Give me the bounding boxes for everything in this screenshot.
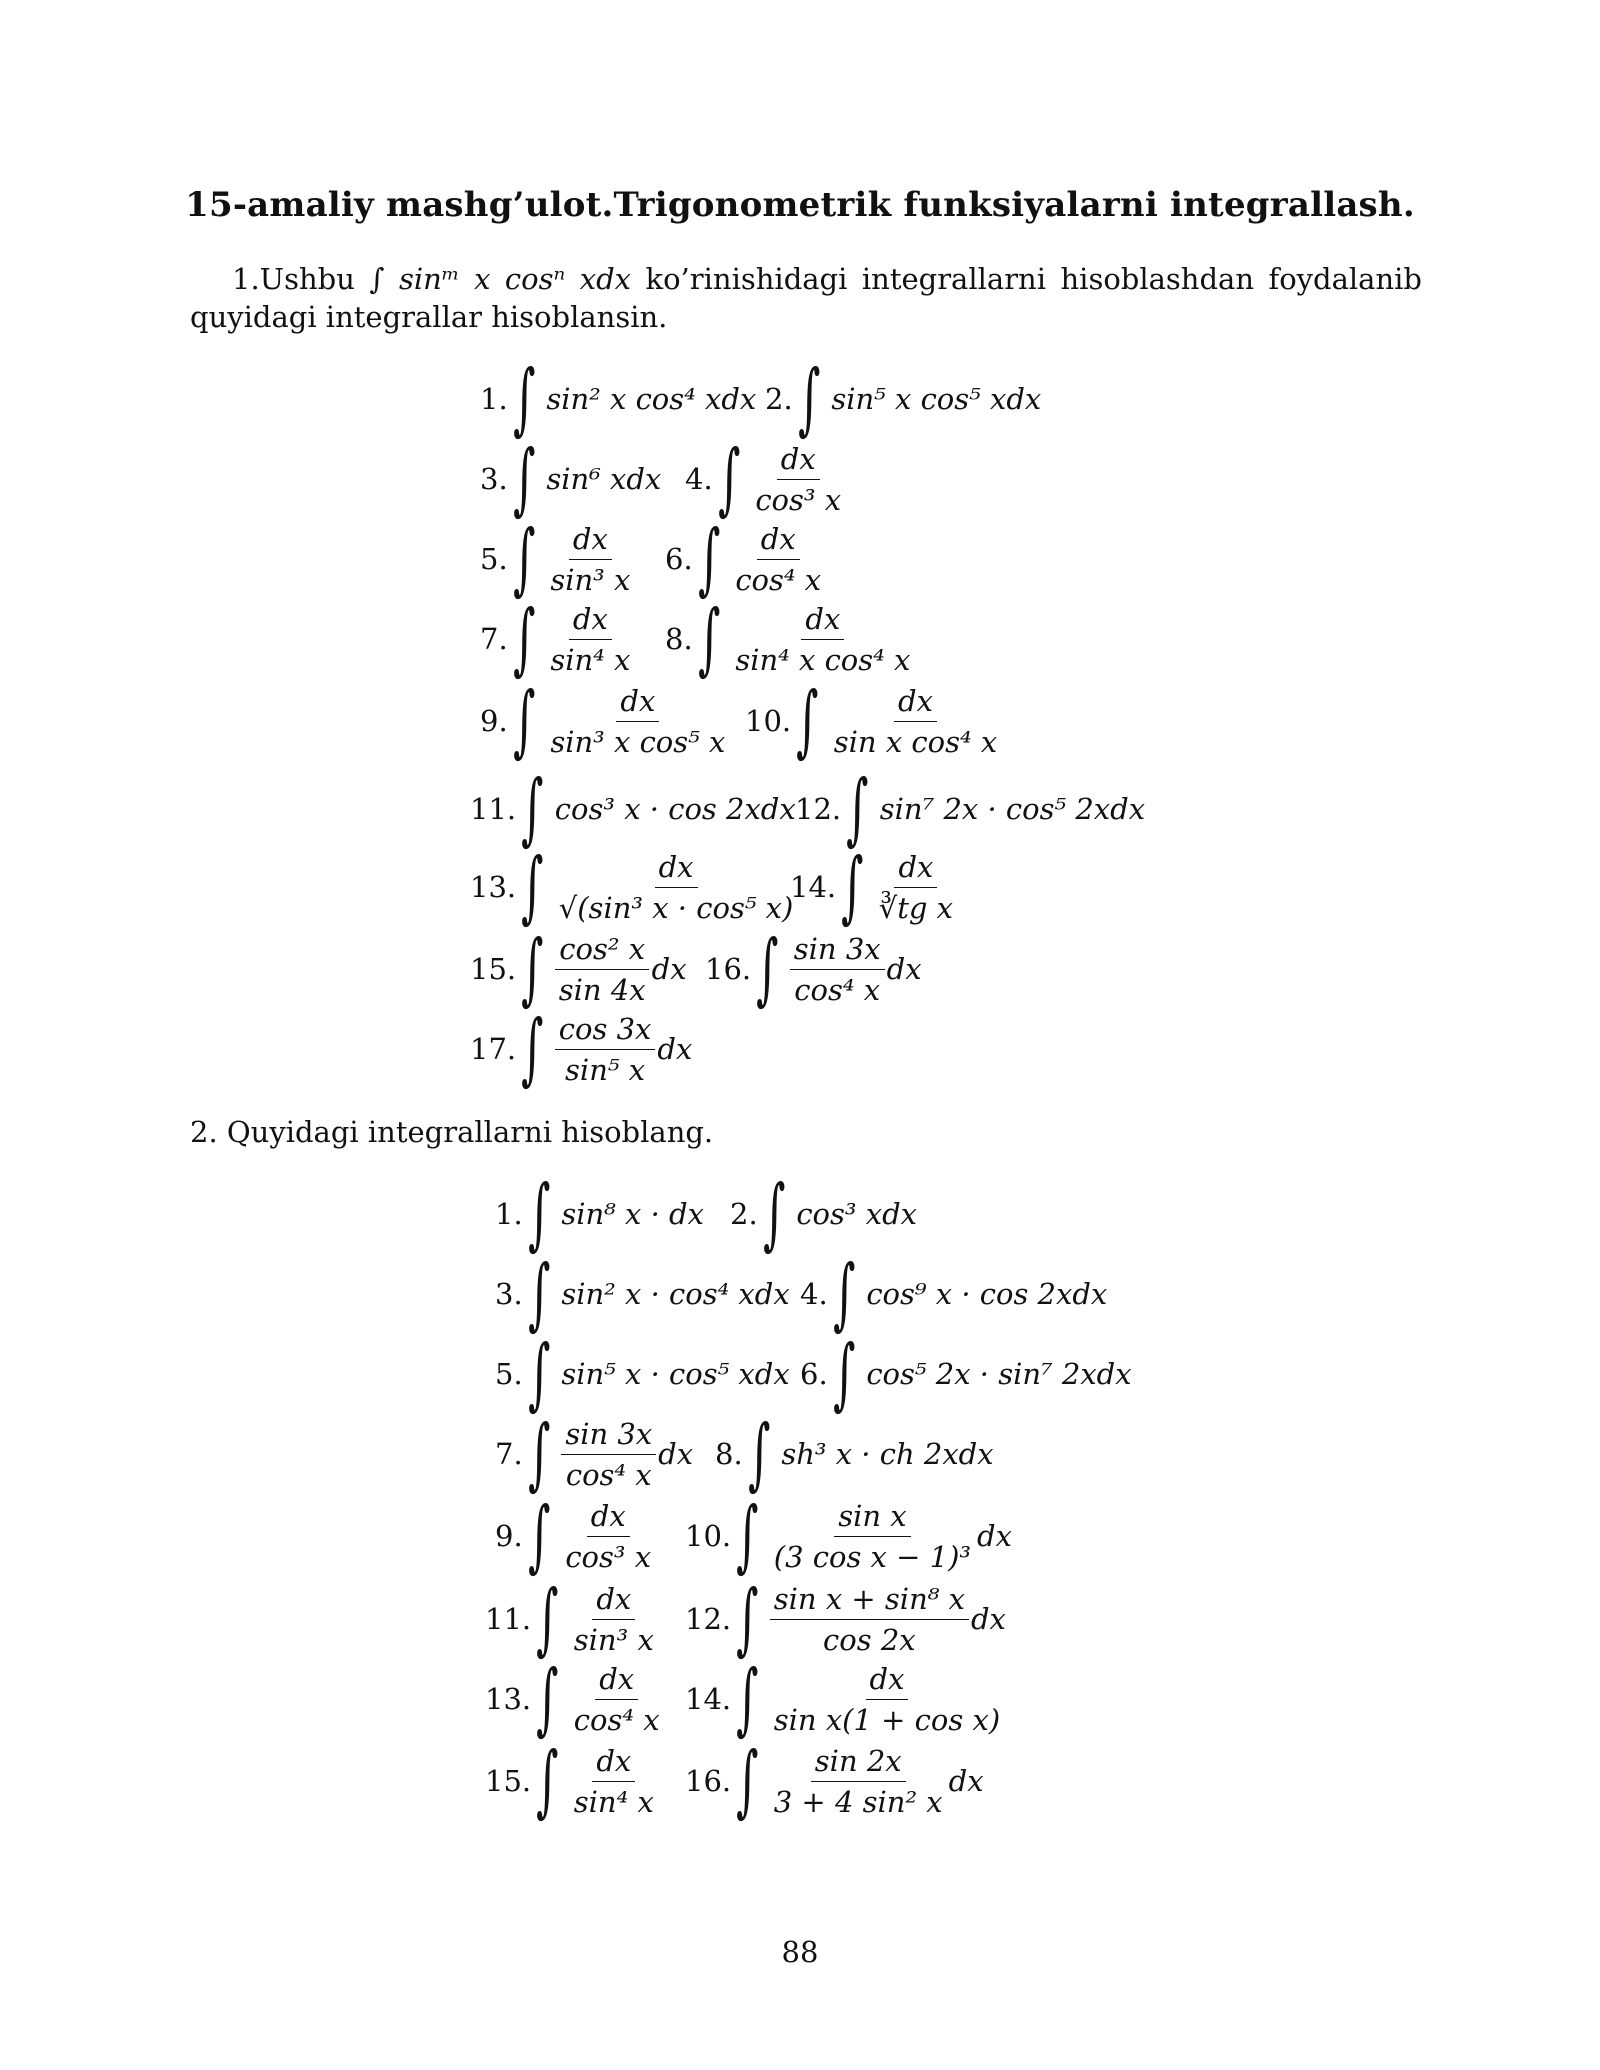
integral-sign-icon: ∫	[796, 676, 819, 766]
exercise-number: 14.	[790, 870, 837, 904]
integral-sign-icon: ∫	[736, 1574, 759, 1664]
fraction-denominator: cos⁴ x	[573, 1702, 660, 1737]
exercise-number: 5.	[495, 1357, 523, 1391]
exercise-number: 9.	[480, 704, 508, 738]
fraction-denominator: cos 2x	[823, 1622, 916, 1657]
exercise-number: 15.	[485, 1764, 532, 1798]
fraction-numerator: dx	[757, 521, 800, 560]
s2-ex-1	[495, 1169, 704, 1259]
fraction-denominator: cos³ x	[565, 1539, 652, 1574]
integral-sign-icon: ∫	[762, 1169, 786, 1259]
s2-ex-9	[495, 1491, 655, 1581]
integrand: sin² x · cos⁴ xdx	[561, 1277, 790, 1311]
exercise-number: 2.	[730, 1197, 758, 1231]
section2-heading: 2. Quyidagi integrallarni hisoblang.	[190, 1115, 714, 1149]
integral-sign-icon: ∫	[832, 1249, 856, 1339]
fraction-denominator: (3 cos x − 1)³	[773, 1539, 972, 1574]
integral-sign-icon: ∫	[536, 1736, 559, 1826]
fraction	[731, 521, 825, 598]
exercise-number: 12.	[685, 1602, 732, 1636]
integrand: cos³ x · cos 2xdx	[554, 792, 796, 826]
section1-intro	[190, 260, 1422, 336]
integral-sign-icon: ∫	[512, 434, 536, 524]
differential: dx	[658, 1437, 694, 1471]
s2-ex-14	[685, 1654, 1004, 1744]
fraction-numerator: dx	[655, 849, 698, 888]
exercise-number: 14.	[685, 1682, 732, 1716]
fraction-numerator: dx	[569, 521, 612, 560]
integral-sign-icon: ∫	[536, 1574, 559, 1664]
fraction-denominator: cos⁴ x	[735, 562, 822, 597]
integral-sign-icon: ∫	[527, 1169, 551, 1259]
fraction-denominator: 3 + 4 sin² x	[773, 1784, 943, 1819]
s1-ex-1	[480, 354, 757, 444]
integral-sign-icon: ∫	[697, 594, 721, 684]
fraction-denominator: sin⁴ x	[573, 1784, 654, 1819]
fraction-numerator: dx	[866, 1661, 909, 1700]
integrand: sin⁵ x · cos⁵ xdx	[561, 1357, 790, 1391]
fraction-numerator: dx	[894, 849, 937, 888]
s2-ex-11	[485, 1574, 658, 1664]
fraction-denominator: sin³ x	[550, 562, 631, 597]
integral-sign-icon: ∫	[512, 594, 536, 684]
s1-ex-4	[685, 434, 845, 524]
fraction-numerator: sin 3x	[790, 931, 885, 970]
s1-ex-6	[665, 514, 825, 604]
exercise-number: 2.	[765, 382, 793, 416]
s1-ex-5	[480, 514, 634, 604]
integral-sign-icon: ∫	[717, 434, 741, 524]
fraction-denominator: sin³ x cos⁵ x	[550, 724, 726, 759]
fraction-denominator: sin⁵ x	[565, 1052, 646, 1087]
differential: dx	[970, 1602, 1006, 1636]
fraction-denominator: sin x(1 + cos x)	[773, 1702, 1001, 1737]
fraction	[770, 1498, 975, 1575]
s2-ex-8	[715, 1409, 994, 1499]
integral-sign-icon: ∫	[521, 764, 544, 854]
fraction-denominator: cos⁴ x	[565, 1457, 652, 1492]
fraction-numerator: dx	[592, 1581, 635, 1620]
page-number: 88	[781, 1935, 819, 1969]
fraction	[751, 441, 845, 518]
integral-sign-icon: ∫	[536, 1654, 559, 1744]
exercise-number: 8.	[715, 1437, 743, 1471]
fraction-denominator: ∛tg x	[878, 890, 954, 925]
exercise-number: 11.	[470, 792, 517, 826]
fraction-denominator: √(sin³ x · cos⁵ x)	[558, 890, 794, 925]
fraction-denominator: sin x cos⁴ x	[833, 724, 998, 759]
exercise-number: 3.	[480, 462, 508, 496]
exercise-number: 13.	[485, 1682, 532, 1716]
integral-sign-icon: ∫	[832, 1329, 856, 1419]
fraction-numerator: sin 2x	[811, 1743, 906, 1782]
integrand: cos⁵ 2x · sin⁷ 2xdx	[866, 1357, 1132, 1391]
fraction	[561, 1498, 655, 1575]
fraction-numerator: dx	[595, 1661, 638, 1700]
s2-ex-12	[685, 1574, 1006, 1664]
fraction-denominator: cos³ x	[755, 482, 842, 517]
exercise-number: 12.	[795, 792, 842, 826]
integral-sign-icon: ∫	[521, 1004, 544, 1094]
exercise-number: 7.	[480, 622, 508, 656]
s1-ex-15	[470, 924, 687, 1014]
exercise-number: 6.	[800, 1357, 828, 1391]
exercise-number: 6.	[665, 542, 693, 576]
s2-ex-13	[485, 1654, 664, 1744]
s2-ex-15	[485, 1736, 658, 1826]
fraction	[561, 1416, 656, 1493]
fraction	[770, 1661, 1004, 1738]
exercise-number: 1.	[495, 1197, 523, 1231]
s2-ex-4	[800, 1249, 1108, 1339]
integral-sign-icon: ∫	[527, 1491, 551, 1581]
s1-ex-8	[665, 594, 914, 684]
fraction-numerator: dx	[801, 601, 844, 640]
integral-sign-icon: ∫	[736, 1736, 759, 1826]
s1-ex-12	[795, 764, 1146, 854]
fraction	[546, 521, 634, 598]
fraction	[555, 931, 650, 1008]
fraction-numerator: dx	[587, 1498, 630, 1537]
fraction-numerator: sin 3x	[561, 1416, 656, 1455]
fraction-numerator: dx	[894, 683, 937, 722]
fraction	[875, 849, 957, 926]
fraction-numerator: sin x	[834, 1498, 910, 1537]
fraction-numerator: cos² x	[555, 931, 649, 970]
integrand: sin² x cos⁴ xdx	[546, 382, 757, 416]
fraction	[790, 931, 885, 1008]
integrand: sin⁸ x · dx	[561, 1197, 704, 1231]
fraction	[555, 1011, 656, 1088]
integrand: cos³ xdx	[796, 1197, 918, 1231]
fraction-numerator: sin x + sin⁸ x	[770, 1581, 969, 1620]
integrand: sin⁶ xdx	[546, 462, 662, 496]
exercise-number: 10.	[685, 1519, 732, 1553]
s2-ex-5	[495, 1329, 790, 1419]
s2-ex-3	[495, 1249, 790, 1339]
intro-integral: ∫ sinᵐ x cosⁿ xdx	[369, 262, 632, 296]
integrand: sin⁷ 2x · cos⁵ 2xdx	[879, 792, 1146, 826]
s2-ex-7	[495, 1409, 694, 1499]
exercise-number: 5.	[480, 542, 508, 576]
fraction	[770, 1581, 969, 1658]
fraction-numerator: dx	[592, 1743, 635, 1782]
exercise-number: 4.	[800, 1277, 828, 1311]
s1-ex-9	[480, 676, 729, 766]
exercise-number: 4.	[685, 462, 713, 496]
exercise-number: 9.	[495, 1519, 523, 1553]
integrand: cos⁹ x · cos 2xdx	[866, 1277, 1108, 1311]
integral-sign-icon: ∫	[527, 1409, 551, 1499]
s1-ex-11	[470, 764, 796, 854]
integral-sign-icon: ∫	[527, 1249, 551, 1339]
s1-ex-7	[480, 594, 634, 684]
integral-sign-icon: ∫	[756, 924, 779, 1014]
integral-sign-icon: ∫	[521, 842, 544, 932]
intro-prefix: 1.Ushbu	[232, 262, 355, 296]
fraction	[546, 601, 634, 678]
s2-ex-6	[800, 1329, 1132, 1419]
s2-ex-2	[730, 1169, 918, 1259]
intro-rest: ko’rinishidagi integrallarni hisoblashdan foydalanib quyidagi integrallar hisoblansin.	[190, 262, 1422, 334]
fraction	[570, 1581, 658, 1658]
exercise-number: 17.	[470, 1032, 517, 1066]
s1-ex-10	[745, 676, 1001, 766]
differential: dx	[651, 952, 687, 986]
differential: dx	[977, 1519, 1012, 1553]
integral-sign-icon: ∫	[512, 514, 536, 604]
integrand: sh³ x · ch 2xdx	[781, 1437, 994, 1471]
differential: dx	[948, 1764, 984, 1798]
exercise-number: 10.	[745, 704, 792, 738]
integral-sign-icon: ∫	[512, 676, 536, 766]
integral-sign-icon: ∫	[697, 514, 721, 604]
fraction-numerator: dx	[616, 683, 659, 722]
integral-sign-icon: ∫	[747, 1409, 771, 1499]
exercise-number: 3.	[495, 1277, 523, 1311]
s1-ex-17	[470, 1004, 693, 1094]
exercise-number: 11.	[485, 1602, 532, 1636]
fraction	[570, 1661, 664, 1738]
fraction-numerator: dx	[777, 441, 820, 480]
s2-ex-10	[685, 1491, 1012, 1581]
fraction-denominator: sin⁴ x	[550, 642, 631, 677]
s1-ex-13	[470, 842, 797, 932]
integral-sign-icon: ∫	[512, 354, 536, 444]
fraction-denominator: sin⁴ x cos⁴ x	[735, 642, 911, 677]
exercise-number: 7.	[495, 1437, 523, 1471]
exercise-number: 15.	[470, 952, 517, 986]
integral-sign-icon: ∫	[736, 1491, 759, 1581]
differential: dx	[886, 952, 922, 986]
integral-sign-icon: ∫	[846, 764, 869, 854]
fraction	[570, 1743, 658, 1820]
exercise-number: 13.	[470, 870, 517, 904]
s1-ex-14	[790, 842, 957, 932]
integral-sign-icon: ∫	[521, 924, 544, 1014]
s1-ex-2	[765, 354, 1042, 444]
integrand: sin⁵ x cos⁵ xdx	[831, 382, 1042, 416]
fraction-denominator: cos⁴ x	[794, 972, 881, 1007]
fraction-numerator: cos 3x	[555, 1011, 656, 1050]
s1-ex-16	[705, 924, 922, 1014]
fraction	[731, 601, 914, 678]
integral-sign-icon: ∫	[736, 1654, 759, 1744]
s2-ex-16	[685, 1736, 984, 1826]
integral-sign-icon: ∫	[841, 842, 864, 932]
integral-sign-icon: ∫	[797, 354, 821, 444]
fraction	[830, 683, 1001, 760]
exercise-number: 1.	[480, 382, 508, 416]
differential: dx	[657, 1032, 693, 1066]
exercise-number: 16.	[705, 952, 752, 986]
s1-ex-3	[480, 434, 662, 524]
fraction-numerator: dx	[569, 601, 612, 640]
exercise-number: 16.	[685, 1764, 732, 1798]
page-title: 15-amaliy mashg’ulot.Trigonometrik funksiyalarni integrallash.	[185, 185, 1415, 225]
fraction-denominator: sin³ x	[573, 1622, 654, 1657]
fraction	[770, 1743, 947, 1820]
fraction	[546, 683, 729, 760]
exercise-number: 8.	[665, 622, 693, 656]
integral-sign-icon: ∫	[527, 1329, 551, 1419]
fraction-denominator: sin 4x	[558, 972, 646, 1007]
fraction	[555, 849, 798, 926]
